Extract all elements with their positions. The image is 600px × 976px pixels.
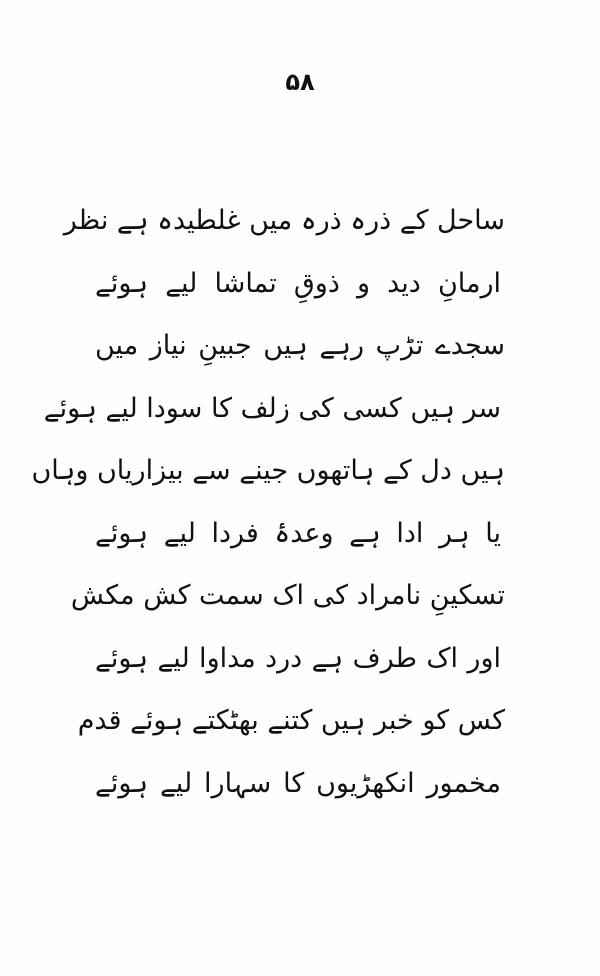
verse-line-2: ارمانِ دید و ذوقِ تماشا لیے ہوئے xyxy=(95,267,501,299)
verse-line-9: کس کو خبر ہیں کتنے بھٹکتے ہوئے قدم xyxy=(77,705,505,736)
verse-line-5: ہیں دل کے ہاتھوں جینے سے بیزاریاں وہاں xyxy=(31,455,505,486)
verse-line-7: تسکینِ نامراد کی اک سمت کش مکش xyxy=(70,580,505,611)
verse-line-10: مخمور انکھڑیوں کا سہارا لیے ہوئے xyxy=(95,767,501,799)
verse-line-8: اور اک طرف ہے درد مداوا لیے ہوئے xyxy=(95,642,501,674)
verse-line-4: سر ہیں کسی کی زلف کا سودا لیے ہوئے xyxy=(43,392,501,424)
verse-line-1: ساحل کے ذرہ ذرہ میں غلطیدہ ہے نظر xyxy=(63,205,505,236)
verse-line-6: یا ہر ادا ہے وعدۂ فردا لیے ہوئے xyxy=(95,517,501,549)
page-number: ۵۸ xyxy=(285,68,315,96)
poem xyxy=(31,190,505,815)
verse-line-3: سجدے تڑپ رہے ہیں جبینِ نیاز میں xyxy=(95,330,505,361)
